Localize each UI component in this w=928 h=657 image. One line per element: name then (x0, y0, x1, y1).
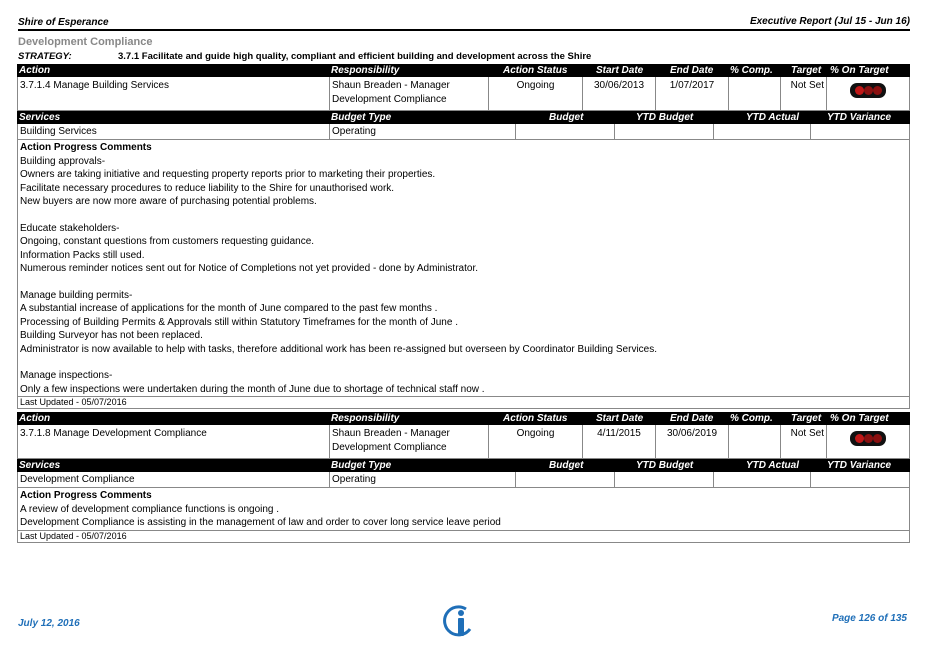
services-header-bar (17, 111, 910, 124)
comment-line: A review of development compliance functions is ongoing . (20, 504, 280, 515)
comment-line: Building Surveyor has not been replaced. (20, 330, 203, 342)
responsibility-line: Shaun Breaden - Manager (332, 80, 450, 91)
col-services: Services (19, 460, 61, 471)
col-end: End Date (670, 413, 714, 424)
comment-line: Numerous reminder notices sent out for Notice of Completions not yet provided - done by Administrator. (20, 263, 479, 275)
report-title: Executive Report (Jul 15 - Jun 16) (749, 16, 910, 27)
section-title: Development Compliance (18, 36, 153, 48)
last-updated: Last Updated - 05/07/2016 (18, 396, 909, 408)
ytd-budget-cell (615, 472, 714, 487)
ytd-actual-cell (714, 472, 811, 487)
comments-title: Action Progress Comments (20, 490, 152, 501)
comment-line (20, 356, 907, 369)
col-on-target: % On Target (830, 413, 889, 424)
col-comp: % Comp. (730, 65, 773, 76)
comment-line: Administrator is now available to help with tasks, therefore additional work has been re-assigned but overseen by Coordinator Building Services. (20, 343, 658, 355)
progress-comments (17, 140, 910, 409)
responsibility-line: Development Compliance (332, 442, 447, 453)
comment-line (20, 209, 907, 222)
comment-line: A substantial increase of applications for the month of June compared to the past few months . (20, 303, 438, 315)
comment-line: Information Packs still used. (20, 249, 145, 261)
start-cell: 30/06/2013 (583, 77, 656, 110)
budget-cell (516, 124, 615, 139)
ytd-actual-cell (714, 124, 811, 139)
status-cell: Ongoing (489, 77, 583, 110)
action-block-2 (17, 412, 910, 543)
budget-cell (516, 472, 615, 487)
services-row (17, 472, 910, 488)
comp-cell (729, 425, 781, 458)
comment-line: Ongoing, constant questions from customers requesting guidance. (20, 236, 315, 248)
status-cell: Ongoing (489, 425, 583, 458)
comment-line: Manage inspections- (20, 370, 113, 382)
col-budget: Budget (549, 460, 584, 471)
action-header-bar (17, 64, 910, 77)
col-ytd-budget: YTD Budget (636, 112, 694, 123)
budget-type-cell: Operating (330, 124, 516, 139)
footer-date: July 12, 2016 (18, 618, 80, 629)
org-name: Shire of Esperance (18, 17, 109, 28)
i-logo-icon (440, 604, 478, 638)
comment-line: Educate stakeholders- (20, 223, 120, 235)
col-ytd-actual: YTD Actual (746, 460, 799, 471)
responsibility-cell (330, 425, 489, 458)
page-header (18, 15, 910, 31)
target-cell: Not Set (781, 425, 827, 458)
start-cell: 4/11/2015 (583, 425, 656, 458)
ytd-variance-cell (811, 124, 909, 139)
col-comp: % Comp. (730, 413, 773, 424)
service-cell: Building Services (18, 124, 330, 139)
strategy-label: STRATEGY: (18, 51, 72, 62)
comment-line: Manage building permits- (20, 290, 133, 302)
col-on-target: % On Target (830, 65, 889, 76)
col-action: Action (19, 65, 51, 76)
traffic-light-icon (850, 83, 886, 98)
col-target: Target (791, 65, 822, 76)
responsibility-line: Development Compliance (332, 94, 447, 105)
action-header-bar (17, 412, 910, 425)
last-updated: Last Updated - 05/07/2016 (18, 530, 909, 542)
action-cell: 3.7.1.4 Manage Building Services (18, 77, 330, 110)
col-start: Start Date (596, 65, 644, 76)
col-services: Services (19, 112, 61, 123)
progress-comments (17, 488, 910, 543)
comments-body (18, 155, 909, 396)
target-cell: Not Set (781, 77, 827, 110)
responsibility-cell (330, 77, 489, 110)
action-row (17, 425, 910, 459)
ytd-variance-cell (811, 472, 909, 487)
end-cell: 30/06/2019 (656, 425, 729, 458)
comp-cell (729, 77, 781, 110)
comment-line: Facilitate necessary procedures to reduce liability to the Shire for unauthorised work. (20, 182, 395, 194)
comment-line (20, 276, 907, 289)
on-target-cell (827, 77, 909, 110)
comment-line: Owners are taking initiative and requesting property reports prior to marketing their properties. (20, 169, 436, 181)
strategy-text: 3.7.1 Facilitate and guide high quality, compliant and efficient building and development across the Shire (118, 51, 592, 62)
comment-line: New buyers are now more aware of purchasing potential problems. (20, 196, 317, 208)
col-budget-type: Budget Type (331, 112, 392, 123)
budget-type-cell: Operating (330, 472, 516, 487)
col-end: End Date (670, 65, 714, 76)
col-ytd-variance: YTD Variance (827, 460, 892, 471)
traffic-light-icon (850, 431, 886, 446)
services-row (17, 124, 910, 140)
col-budget-type: Budget Type (331, 460, 392, 471)
action-row (17, 77, 910, 111)
end-cell: 1/07/2017 (656, 77, 729, 110)
col-ytd-actual: YTD Actual (746, 112, 799, 123)
comments-title: Action Progress Comments (20, 142, 152, 153)
col-responsibility: Responsibility (331, 413, 400, 424)
ytd-budget-cell (615, 124, 714, 139)
comment-line: Processing of Building Permits & Approvals still within Statutory Timeframes for the month of June . (20, 316, 458, 328)
services-header-bar (17, 459, 910, 472)
col-status: Action Status (503, 65, 568, 76)
service-cell: Development Compliance (18, 472, 330, 487)
col-responsibility: Responsibility (331, 65, 400, 76)
comment-line: Only a few inspections were undertaken during the month of June due to shortage of technical staff now . (20, 383, 485, 395)
col-status: Action Status (503, 413, 568, 424)
action-cell: 3.7.1.8 Manage Development Compliance (18, 425, 330, 458)
comments-body (18, 503, 909, 530)
responsibility-line: Shaun Breaden - Manager (332, 428, 450, 439)
col-ytd-budget: YTD Budget (636, 460, 694, 471)
action-block-1 (17, 64, 910, 409)
col-budget: Budget (549, 112, 584, 123)
col-ytd-variance: YTD Variance (827, 112, 892, 123)
col-start: Start Date (596, 413, 644, 424)
col-action: Action (19, 413, 51, 424)
on-target-cell (827, 425, 909, 458)
col-target: Target (791, 413, 822, 424)
comment-line: Building approvals- (20, 156, 106, 167)
comment-line: Development Compliance is assisting in the management of law and order to cover long service leave period (20, 517, 501, 529)
footer-page: Page 126 of 135 (831, 613, 907, 624)
